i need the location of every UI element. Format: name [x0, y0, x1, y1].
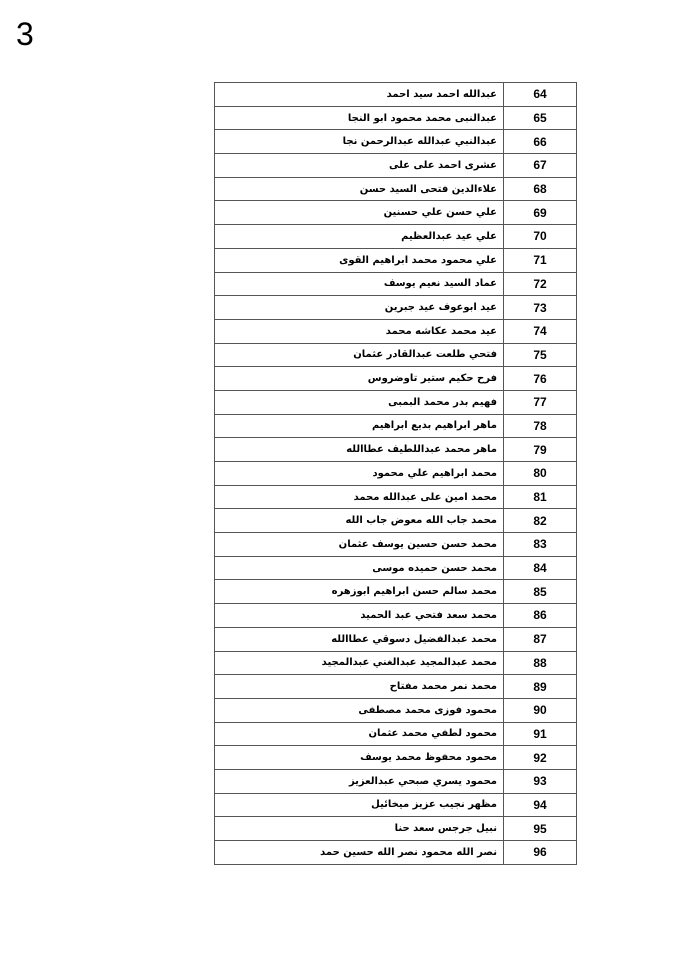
person-name-cell: عبدالنبى محمد محمود ابو النجا [215, 106, 504, 130]
row-number-cell: 73 [504, 296, 577, 320]
person-name-cell: عبدالنبي عبدالله عبدالرحمن نجا [215, 130, 504, 154]
person-name-cell: فهيم بدر محمد البمبى [215, 390, 504, 414]
row-number-cell: 70 [504, 225, 577, 249]
row-number-cell: 75 [504, 343, 577, 367]
row-number-cell: 82 [504, 509, 577, 533]
row-number-cell: 89 [504, 675, 577, 699]
row-number-cell: 84 [504, 556, 577, 580]
person-name-cell: فتحي طلعت عبدالقادر عثمان [215, 343, 504, 367]
person-name-cell: عبدالله احمد سيد احمد [215, 83, 504, 107]
person-name-cell: محمد حسن حسين يوسف عثمان [215, 533, 504, 557]
row-number-cell: 86 [504, 604, 577, 628]
table-row [215, 793, 577, 817]
person-name-cell: عشرى احمد على على [215, 154, 504, 178]
table-row [215, 272, 577, 296]
person-name-cell: ماهر محمد عبداللطيف عطاالله [215, 438, 504, 462]
table-row [215, 319, 577, 343]
person-name-cell: علي محمود محمد ابراهيم القوى [215, 248, 504, 272]
row-number-cell: 69 [504, 201, 577, 225]
person-name-cell: مظهر نجيب عزيز ميخائيل [215, 793, 504, 817]
person-name-cell: محمد جاب الله معوض جاب الله [215, 509, 504, 533]
row-number-cell: 80 [504, 462, 577, 486]
row-number-cell: 71 [504, 248, 577, 272]
person-name-cell: نبيل جرجس سعد حنا [215, 817, 504, 841]
table-row [215, 817, 577, 841]
person-name-cell: محمود يسري صبحي عبدالعزيز [215, 769, 504, 793]
person-name-cell: علاءالدين فتحى السيد حسن [215, 177, 504, 201]
person-name-cell: نصر الله محمود نصر الله حسين حمد [215, 841, 504, 865]
row-number-cell: 96 [504, 841, 577, 865]
table-row [215, 225, 577, 249]
table-row [215, 746, 577, 770]
row-number-cell: 95 [504, 817, 577, 841]
table-row [215, 367, 577, 391]
row-number-cell: 91 [504, 722, 577, 746]
table-row [215, 414, 577, 438]
row-number-cell: 74 [504, 319, 577, 343]
row-number-cell: 78 [504, 414, 577, 438]
page-number: 3 [16, 16, 34, 52]
table-row [215, 438, 577, 462]
table-row [215, 130, 577, 154]
table-row [215, 509, 577, 533]
table-row [215, 698, 577, 722]
person-name-cell: فرح حكيم ستير تاوضروس [215, 367, 504, 391]
table-row [215, 248, 577, 272]
table-row [215, 343, 577, 367]
person-name-cell: محمد سالم حسن ابراهيم ابوزهره [215, 580, 504, 604]
row-number-cell: 79 [504, 438, 577, 462]
table-row [215, 177, 577, 201]
person-name-cell: عيد محمد عكاشه محمد [215, 319, 504, 343]
person-name-cell: محمد عبدالمجيد عبدالغني عبدالمجيد [215, 651, 504, 675]
table-row [215, 627, 577, 651]
person-name-cell: محمد نمر محمد مفتاح [215, 675, 504, 699]
row-number-cell: 92 [504, 746, 577, 770]
person-name-cell: محمد امين على عبدالله محمد [215, 485, 504, 509]
table-row [215, 83, 577, 107]
row-number-cell: 67 [504, 154, 577, 178]
person-name-cell: محمود لطفي محمد عثمان [215, 722, 504, 746]
row-number-cell: 65 [504, 106, 577, 130]
table-row [215, 201, 577, 225]
person-name-cell: ماهر ابراهيم بديع ابراهيم [215, 414, 504, 438]
row-number-cell: 81 [504, 485, 577, 509]
row-number-cell: 87 [504, 627, 577, 651]
table-row [215, 154, 577, 178]
person-name-cell: علي عيد عبدالعظيم [215, 225, 504, 249]
table-row [215, 604, 577, 628]
row-number-cell: 90 [504, 698, 577, 722]
row-number-cell: 76 [504, 367, 577, 391]
row-number-cell: 94 [504, 793, 577, 817]
table-row [215, 769, 577, 793]
table-row [215, 722, 577, 746]
table-row [215, 462, 577, 486]
row-number-cell: 64 [504, 83, 577, 107]
row-number-cell: 77 [504, 390, 577, 414]
table-row [215, 580, 577, 604]
names-table [214, 82, 577, 865]
table-row [215, 841, 577, 865]
row-number-cell: 68 [504, 177, 577, 201]
table-row [215, 485, 577, 509]
row-number-cell: 66 [504, 130, 577, 154]
table-row [215, 651, 577, 675]
row-number-cell: 93 [504, 769, 577, 793]
person-name-cell: محمد عبدالفضيل دسوقي عطاالله [215, 627, 504, 651]
table-row [215, 533, 577, 557]
person-name-cell: عماد السيد نعيم يوسف [215, 272, 504, 296]
person-name-cell: محمد سعد فتحي عبد الحميد [215, 604, 504, 628]
row-number-cell: 85 [504, 580, 577, 604]
row-number-cell: 83 [504, 533, 577, 557]
table-row [215, 390, 577, 414]
table-row [215, 675, 577, 699]
person-name-cell: محمود فوزى محمد مصطفى [215, 698, 504, 722]
person-name-cell: محمد ابراهيم علي محمود [215, 462, 504, 486]
person-name-cell: محمد حسن حميده موسى [215, 556, 504, 580]
table-row [215, 556, 577, 580]
person-name-cell: علي حسن علي حسنين [215, 201, 504, 225]
person-name-cell: عيد ابوعوف عيد جبرين [215, 296, 504, 320]
row-number-cell: 72 [504, 272, 577, 296]
table-row [215, 296, 577, 320]
row-number-cell: 88 [504, 651, 577, 675]
person-name-cell: محمود محفوظ محمد يوسف [215, 746, 504, 770]
table-row [215, 106, 577, 130]
names-table-body [215, 83, 577, 865]
